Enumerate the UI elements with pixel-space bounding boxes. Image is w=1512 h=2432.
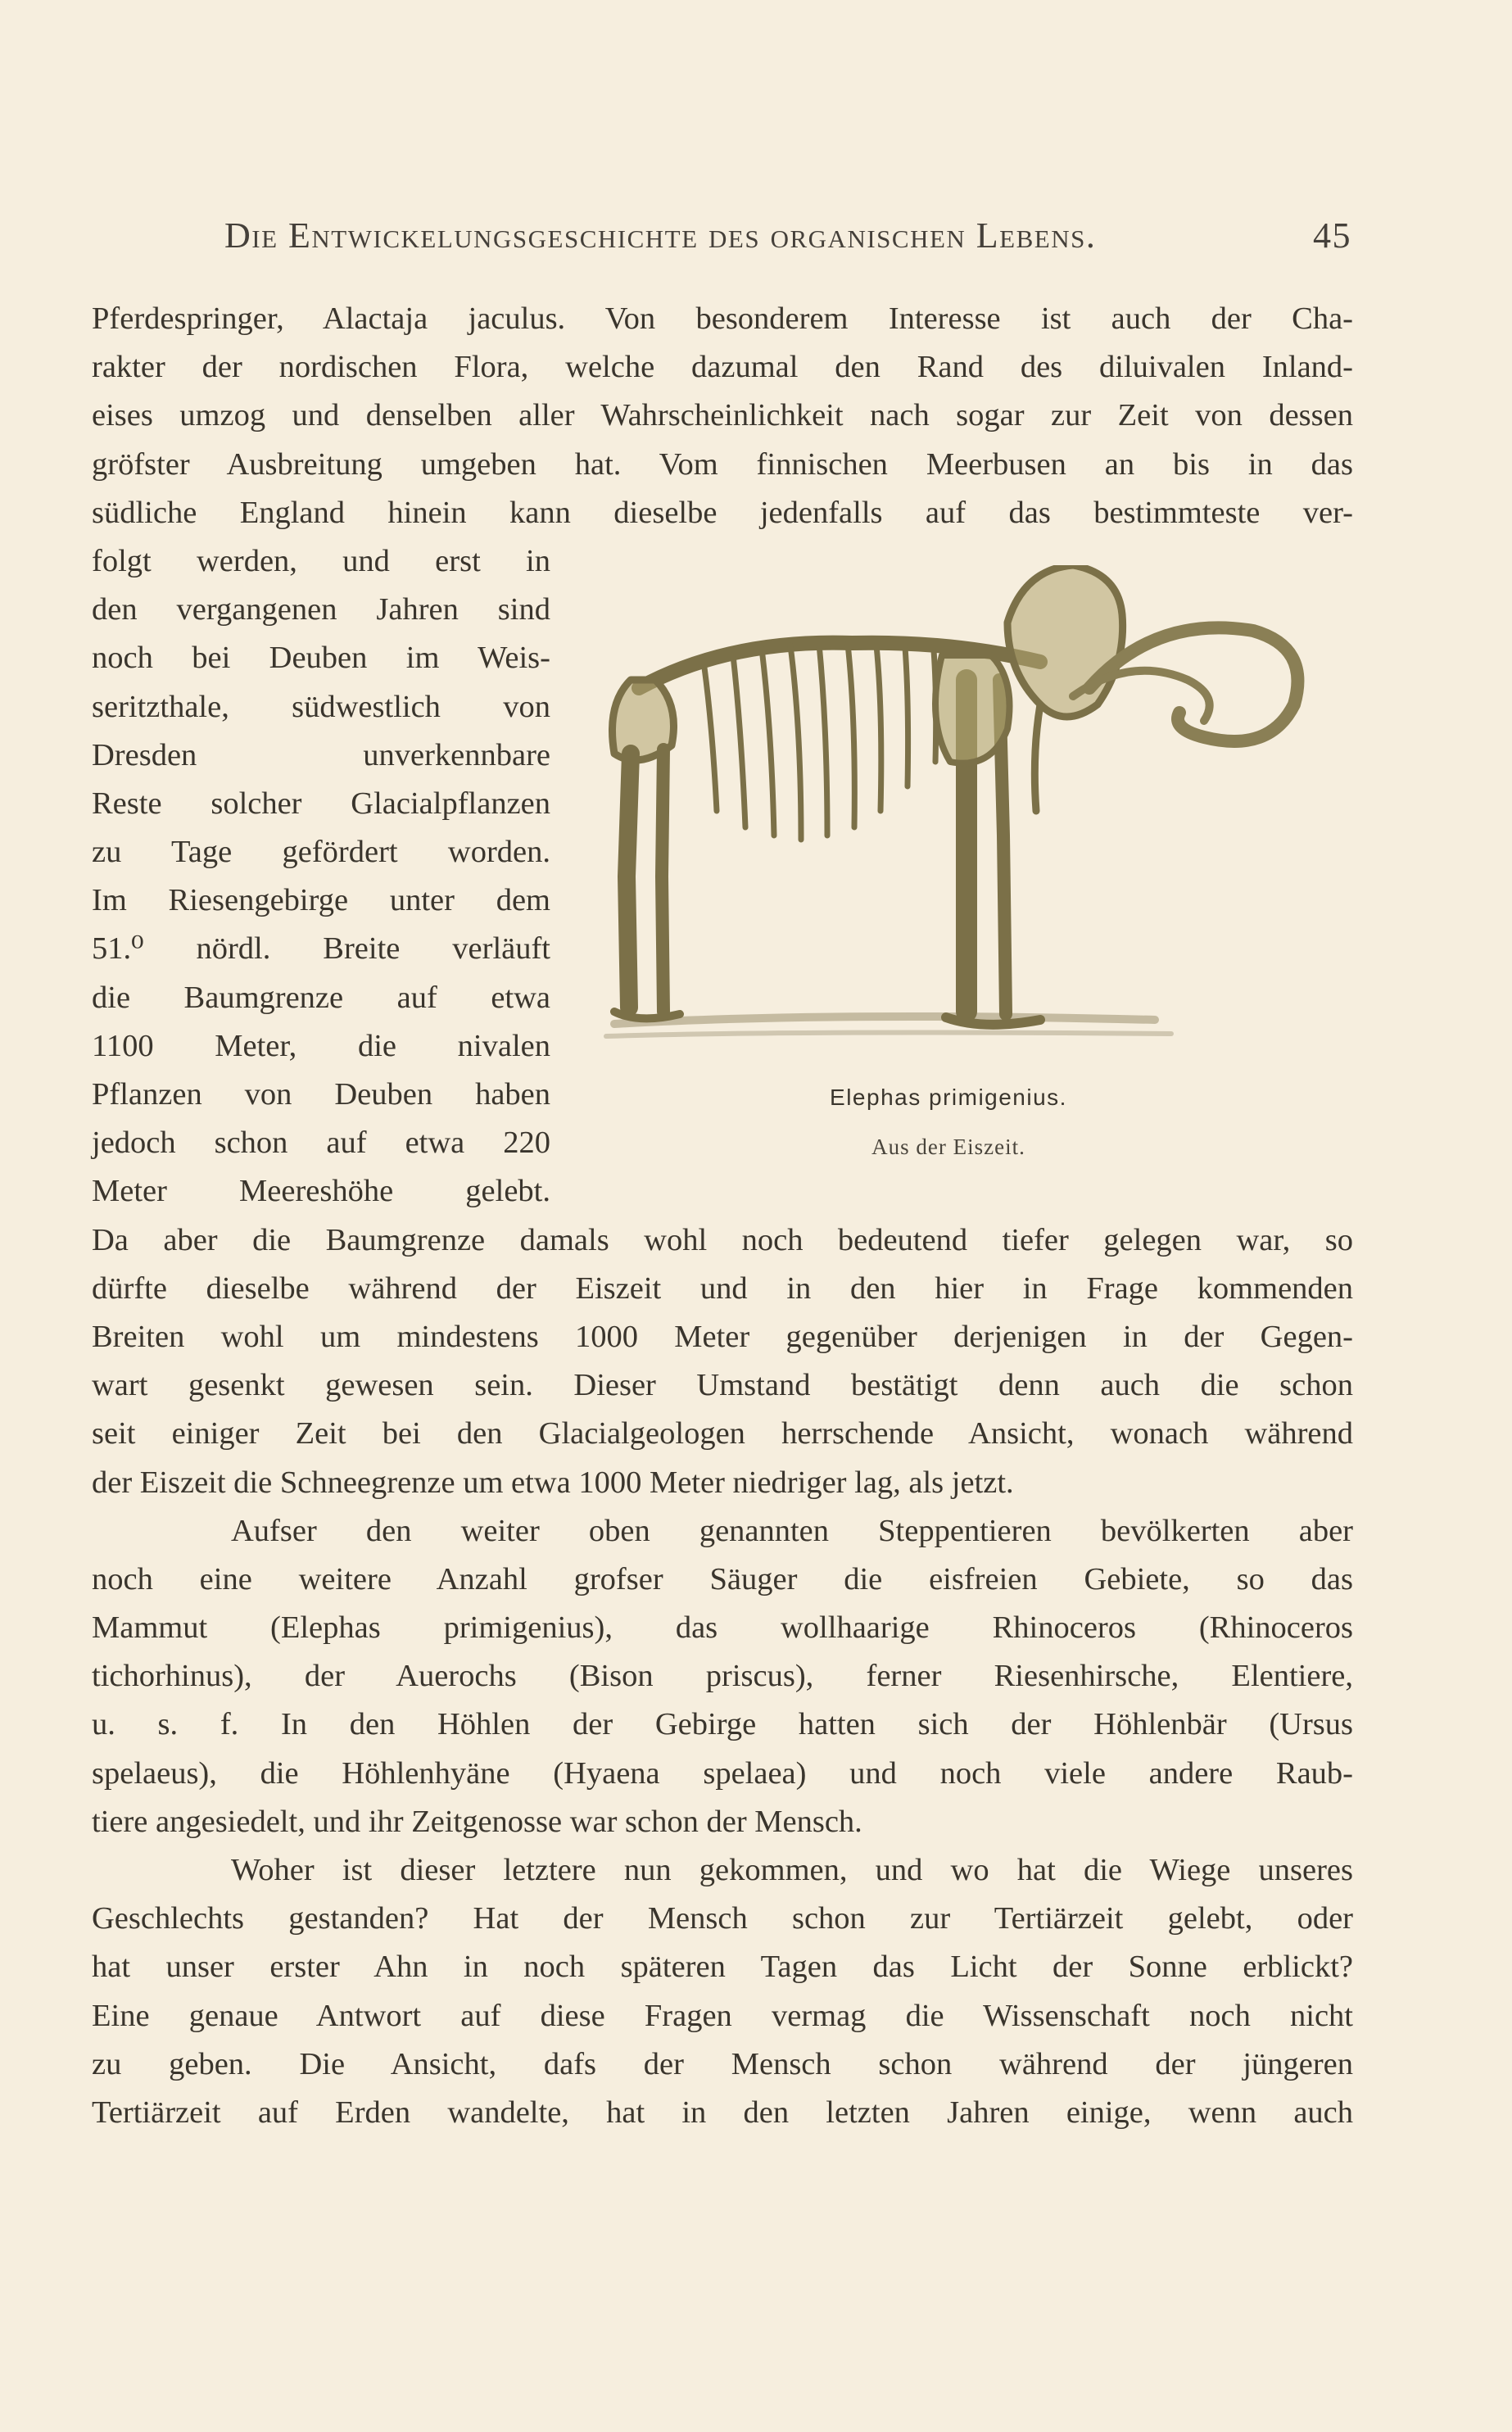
text-line: Pflanzen von Deuben haben (92, 1077, 550, 1112)
text-line: Da aber die Baumgrenze damals wohl noch bedeutend tiefer gelegen war, so (92, 1222, 1353, 1257)
text-line: Pferdespringer, Alactaja jaculus. Von besonderem Interesse ist auch der Cha- (92, 301, 1353, 336)
running-head (221, 215, 1351, 264)
text-line: seritzthale, südwestlich von (92, 689, 550, 724)
text-line: Reste solcher Glacialpflanzen (92, 786, 550, 821)
text-line: den vergangenen Jahren sind (92, 592, 550, 627)
figure-caption-subtitle: Aus der Eiszeit. (871, 1134, 1025, 1159)
running-head-title: Die Entwickelungsgeschichte des organischen Lebens. (224, 215, 1097, 256)
text-line: Dresden unverkennbare (92, 737, 550, 772)
body-text (92, 295, 1353, 2137)
text-line: dürfte dieselbe während der Eiszeit und in den hier in Frage kommenden (92, 1270, 1353, 1306)
text-line: zu Tage gefördert worden. (92, 835, 550, 870)
text-line: Aufser den weiter oben genannten Steppentieren bevölkerten aber (231, 1513, 1353, 1548)
page-number: 45 (1313, 215, 1351, 256)
text-line: Eine genaue Antwort auf diese Fragen vermag die Wissenschaft noch nicht (92, 1998, 1353, 2033)
text-line: spelaeus), die Höhlenhyäne (Hyaena spelaea) und noch viele andere Raub- (92, 1755, 1353, 1791)
text-line: Woher ist dieser letztere nun gekommen, und wo hat die Wiege unseres (231, 1853, 1353, 1887)
text-line: zu geben. Die Ansicht, dafs der Mensch schon während der jüngeren (92, 2046, 1353, 2081)
text-line: der Eiszeit die Schneegrenze um etwa 1000 Meter niedriger lag, als jetzt. (92, 1465, 1014, 1500)
text-line: Geschlechts gestanden? Hat der Mensch schon zur Tertiärzeit gelebt, oder (92, 1901, 1353, 1936)
text-line: 51.⁰ nördl. Breite verläuft (92, 931, 550, 967)
text-line: tiere angesiedelt, und ihr Zeitgenosse war schon der Mensch. (92, 1804, 862, 1839)
text-line: folgt werden, und erst in (92, 543, 550, 578)
text-line: tichorhinus), der Auerochs (Bison priscus), ferner Riesenhirsche, Elentiere, (92, 1659, 1353, 1694)
text-line: u. s. f. In den Höhlen der Gebirge hatten sich der Höhlenbär (Ursus (92, 1707, 1353, 1742)
text-line: seit einiger Zeit bei den Glacialgeologen herrschende Ansicht, wonach während (92, 1416, 1353, 1452)
text-line: rakter der nordischen Flora, welche dazumal den Rand des diluivalen Inland- (92, 350, 1353, 385)
text-line: gröfster Ausbreitung umgeben hat. Vom finnischen Meerbusen an bis in das (92, 446, 1353, 482)
text-line: Mammut (Elephas primigenius), das wollhaarige Rhinoceros (Rhinoceros (92, 1610, 1353, 1646)
text-line: hat unser erster Ahn in noch späteren Tagen das Licht der Sonne erblickt? (92, 1950, 1353, 1985)
text-line: die Baumgrenze auf etwa (92, 980, 550, 1015)
figure-caption-title: Elephas primigenius. (830, 1085, 1067, 1110)
text-line: südliche England hinein kann dieselbe jedenfalls auf das bestimmteste ver- (92, 495, 1353, 530)
text-line: Tertiärzeit auf Erden wandelte, hat in den letzten Jahren einige, wenn auch (92, 2095, 1353, 2130)
text-line: 1100 Meter, die nivalen (92, 1028, 550, 1063)
text-line: wart gesenkt gewesen sein. Dieser Umstand bestätigt denn auch die schon (92, 1368, 1353, 1403)
text-line: noch bei Deuben im Weis- (92, 641, 550, 676)
text-line: noch eine weitere Anzahl grofser Säuger die eisfreien Gebiete, so das (92, 1561, 1353, 1596)
text-line: jedoch schon auf etwa 220 (92, 1125, 550, 1161)
text-line: Breiten wohl um mindestens 1000 Meter gegenüber derjenigen in der Gegen- (92, 1319, 1353, 1354)
text-line: Meter Meereshöhe gelebt. (92, 1174, 550, 1209)
text-line: eises umzog und denselben aller Wahrscheinlichkeit nach sogar zur Zeit von dessen (92, 398, 1353, 433)
text-line: Im Riesengebirge unter dem (92, 883, 550, 918)
